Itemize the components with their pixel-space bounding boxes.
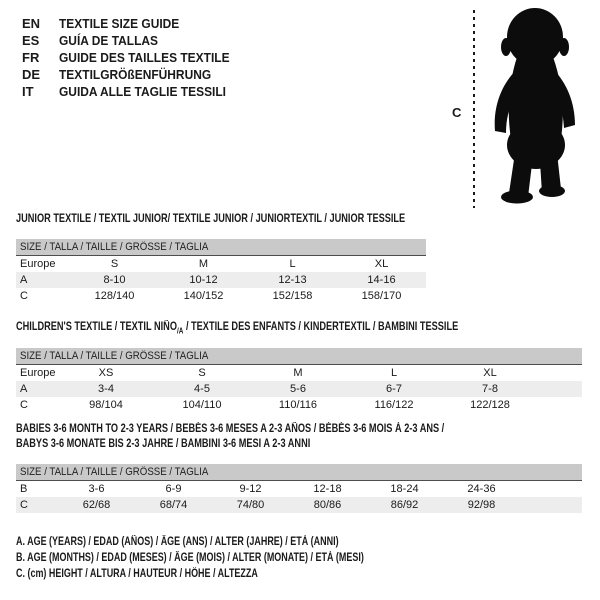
table-cell: 7-8	[442, 381, 538, 397]
table-cell: 98/104	[89, 399, 123, 411]
filler-cell	[538, 381, 582, 397]
size-header-row	[16, 348, 582, 365]
language-code: ES	[22, 33, 40, 48]
junior-size-table	[16, 239, 426, 304]
table-cell: 14-16	[337, 272, 426, 288]
table-row-height	[16, 397, 582, 413]
table-cell: 4-5	[154, 381, 250, 397]
language-code: EN	[22, 16, 41, 31]
table-cell: 10-12	[159, 272, 248, 288]
junior-section-title: JUNIOR TEXTILE / TEXTIL JUNIOR/ TEXTILE JUNIOR / JUNIORTEXTIL / JUNIOR TESSILE	[16, 213, 406, 225]
note-height-cm: C. (cm) HEIGHT / ALTURA / HAUTEUR / HÖHE / ALTEZZA	[16, 568, 258, 580]
row-label: C	[16, 497, 58, 513]
table-cell: 74/80	[212, 497, 289, 513]
table-row-europe	[16, 256, 426, 273]
children-section-title: CHILDREN'S TEXTILE / TEXTIL $NIÑO_{/A}$ / TEXTILE DES ENFANTS / KINDERTEXTIL / BAMBINI TESSILE	[16, 321, 459, 336]
table-cell: XS	[98, 367, 114, 379]
table-cell: L	[390, 367, 398, 379]
table-cell: XL	[374, 258, 389, 270]
table-row-age-months	[16, 481, 582, 498]
table-cell: 3-6	[88, 483, 105, 495]
row-label: Europe	[20, 367, 56, 379]
row-label: C	[20, 399, 28, 411]
row-label: B	[20, 483, 28, 495]
language-code: FR	[22, 50, 40, 65]
table-cell: 92/98	[443, 497, 520, 513]
language-row-fr	[22, 49, 244, 66]
children-size-table	[16, 348, 582, 413]
table-cell: 12-13	[248, 272, 337, 288]
table-row-height	[16, 288, 426, 304]
table-cell: 62/68	[58, 497, 135, 513]
height-measure-label: C	[452, 105, 462, 120]
table-cell: 116/122	[374, 399, 414, 411]
table-cell: M	[198, 258, 209, 270]
table-cell: 24-36	[467, 483, 496, 495]
language-label: GUIDE DES TAILLES TEXTILE	[59, 50, 230, 65]
baby-silhouette-figure	[483, 7, 585, 209]
table-cell: XL	[483, 367, 497, 379]
babies-size-table	[16, 464, 582, 513]
filler-cell	[520, 481, 582, 498]
table-cell: 68/74	[135, 497, 212, 513]
note-age-months: B. AGE (MONTHS) / EDAD (MESES) / ÂGE (MOIS) / ALTER (MONATE) / ETÀ (MESI)	[16, 552, 364, 564]
table-cell: 158/170	[361, 290, 402, 302]
language-label: TEXTILE SIZE GUIDE	[59, 16, 180, 31]
table-cell: 6-9	[165, 483, 182, 495]
language-row-es	[22, 32, 244, 49]
language-code: IT	[22, 84, 34, 99]
table-cell: 152/158	[272, 290, 313, 302]
size-header-cell: SIZE / TALLA / TAILLE / GRÖSSE / TAGLIA	[16, 348, 582, 365]
row-label: C	[20, 290, 28, 302]
table-cell: 80/86	[289, 497, 366, 513]
row-label: A	[16, 272, 70, 288]
language-row-de	[22, 66, 244, 83]
row-label: A	[16, 381, 58, 397]
size-header-cell: SIZE / TALLA / TAILLE / GRÖSSE / TAGLIA	[16, 239, 426, 256]
table-cell: L	[289, 258, 296, 270]
filler-cell	[538, 365, 582, 382]
language-row-it	[22, 83, 244, 100]
table-cell: 9-12	[239, 483, 262, 495]
size-header-row	[16, 464, 582, 481]
table-cell: 18-24	[390, 483, 419, 495]
filler-cell	[538, 397, 582, 413]
table-cell: 6-7	[346, 381, 442, 397]
table-cell: 122/128	[470, 399, 510, 411]
filler-cell	[520, 497, 582, 513]
table-cell: 104/110	[182, 399, 222, 411]
language-label: TEXTILGRÖßENFÜHRUNG	[59, 67, 212, 82]
language-legend	[22, 15, 244, 100]
note-age-years: A. AGE (YEARS) / EDAD (AÑOS) / ÂGE (ANS) / ALTER (JAHRE) / ETÀ (ANNI)	[16, 536, 339, 548]
size-header-cell: SIZE / TALLA / TAILLE / GRÖSSE / TAGLIA	[16, 464, 582, 481]
table-cell: 86/92	[366, 497, 443, 513]
row-label: Europe	[20, 258, 56, 270]
table-row-age	[16, 272, 426, 288]
legend-notes	[16, 534, 462, 582]
title-subscript: /A	[176, 326, 184, 336]
table-cell: 110/116	[278, 399, 318, 411]
table-cell: 12-18	[313, 483, 342, 495]
size-header-row	[16, 239, 426, 256]
table-row-europe	[16, 365, 582, 382]
table-cell: 3-4	[58, 381, 154, 397]
table-cell: S	[198, 367, 206, 379]
table-cell: 140/152	[183, 290, 224, 302]
height-measure-dashed-line	[473, 10, 475, 208]
table-row-age	[16, 381, 582, 397]
language-label: GUÍA DE TALLAS	[59, 33, 159, 48]
table-cell: 5-6	[250, 381, 346, 397]
language-code: DE	[22, 67, 41, 82]
language-label: GUIDA ALLE TAGLIE TESSILI	[59, 84, 227, 99]
table-row-height	[16, 497, 582, 513]
table-cell: S	[110, 258, 119, 270]
babies-section-title: BABIES 3-6 MONTH TO 2-3 YEARS / BEBÉS 3-6 MESES A 2-3 AÑOS / BÉBÉS 3-6 MOIS À 2-3 ANS / BABYS 3-6 MONATE BIS 2-3 JAHRE / BAMBINI 3-6 MESI A 2-3 ANNI	[16, 423, 445, 450]
table-cell: M	[293, 367, 303, 379]
table-cell: 128/140	[94, 290, 135, 302]
table-cell: 8-10	[70, 272, 159, 288]
language-row-en	[22, 15, 244, 32]
